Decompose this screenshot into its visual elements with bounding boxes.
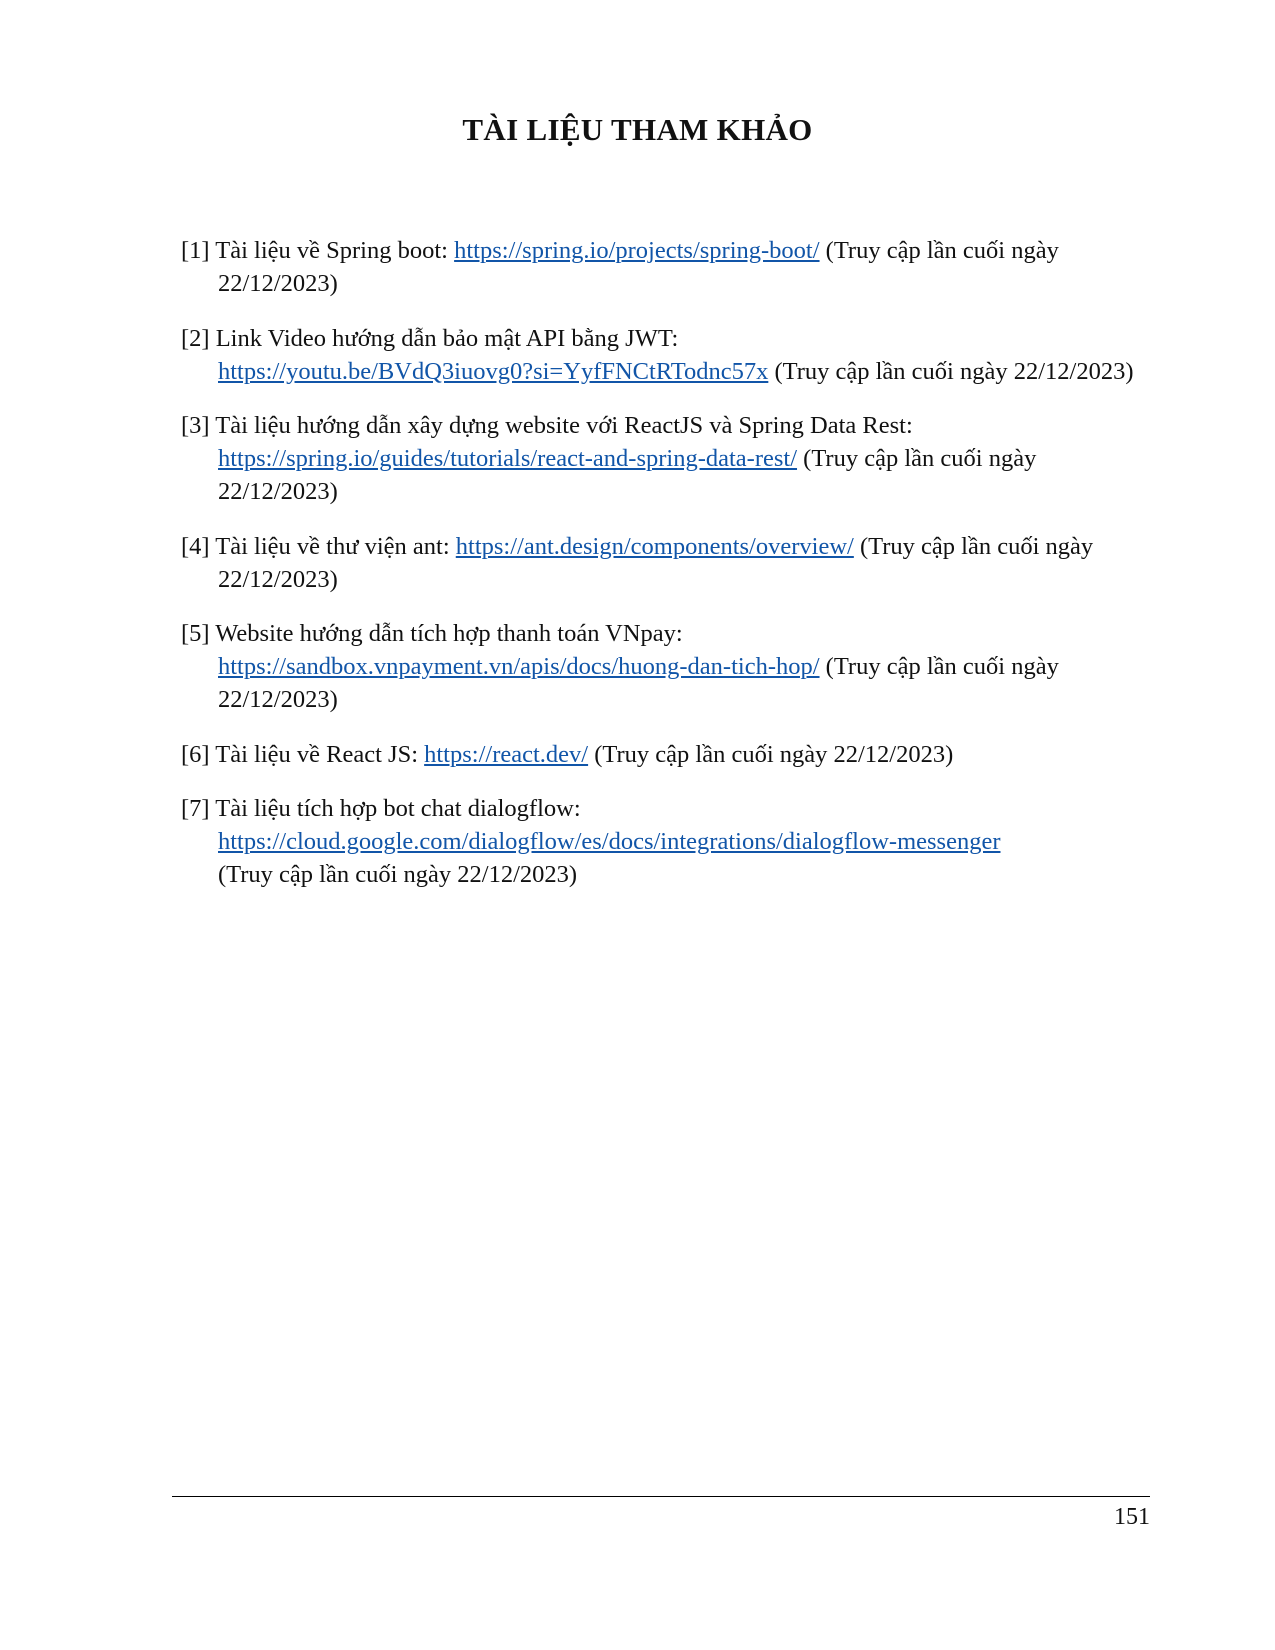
reference-label: [4] [181,532,216,560]
reference-access-note: (Truy cập lần cuối ngày 22/12/2023) [218,861,578,888]
reference-text: Tài liệu về thư viện ant: [215,532,456,560]
reference-access-note: (Truy cập lần cuối ngày 22/12/2023) [218,532,1094,593]
footer-divider [172,1496,1150,1497]
reference-text: Tài liệu hướng dẫn xây dựng website với ReactJS và Spring Data Rest: [215,412,913,439]
reference-access-note: (Truy cập lần cuối ngày 22/12/2023) [588,740,954,768]
reference-label: [7] [181,795,216,822]
page-title: TÀI LIỆU THAM KHẢO [462,112,813,147]
reference-item-1 [0,234,1138,300]
reference-link[interactable]: https://cloud.google.com/dialogflow/es/docs/integrations/dialogflow-messenger [218,828,1001,855]
reference-label: [2] [181,324,216,352]
reference-label: [5] [181,620,216,647]
reference-text: Tài liệu về Spring boot: [215,237,455,264]
reference-item-7 [0,792,1138,891]
reference-access-note: (Truy cập lần cuối ngày 22/12/2023) [218,445,1037,505]
reference-label: [6] [181,740,216,768]
reference-text: Website hướng dẫn tích hợp thanh toán VNpay: [215,620,683,647]
reference-text: Tài liệu tích hợp bot chat dialogflow: [215,795,581,822]
reference-access-note: (Truy cập lần cuối ngày 22/12/2023) [218,237,1059,297]
reference-label: [1] [181,237,216,264]
reference-text: Tài liệu về React JS: [215,740,425,768]
reference-text: Link Video hướng dẫn bảo mật API bằng JWT: [215,324,679,352]
reference-item-5 [0,617,1138,716]
reference-item-2 [0,322,1138,388]
reference-access-note: (Truy cập lần cuối ngày 22/12/2023) [218,653,1059,713]
page-number: 151 [1114,1504,1150,1530]
reference-label: [3] [181,412,216,439]
reference-item-3 [0,409,1138,508]
reference-link[interactable]: https://ant.design/components/overview/ [455,532,854,560]
reference-access-note: (Truy cập lần cuối ngày 22/12/2023) [768,357,1134,385]
reference-link[interactable]: https://spring.io/guides/tutorials/react-and-spring-data-rest/ [218,445,798,472]
reference-item-6 [0,738,1138,771]
reference-link[interactable]: https://youtu.be/BVdQ3iuovg0?si=YyfFNCtRTodnc57x [218,357,769,385]
reference-link[interactable]: https://react.dev/ [424,740,589,768]
reference-link[interactable]: https://sandbox.vnpayment.vn/apis/docs/huong-dan-tich-hop/ [218,653,820,680]
reference-link[interactable]: https://spring.io/projects/spring-boot/ [454,237,820,264]
reference-list [0,234,1275,913]
reference-item-4 [0,530,1138,596]
